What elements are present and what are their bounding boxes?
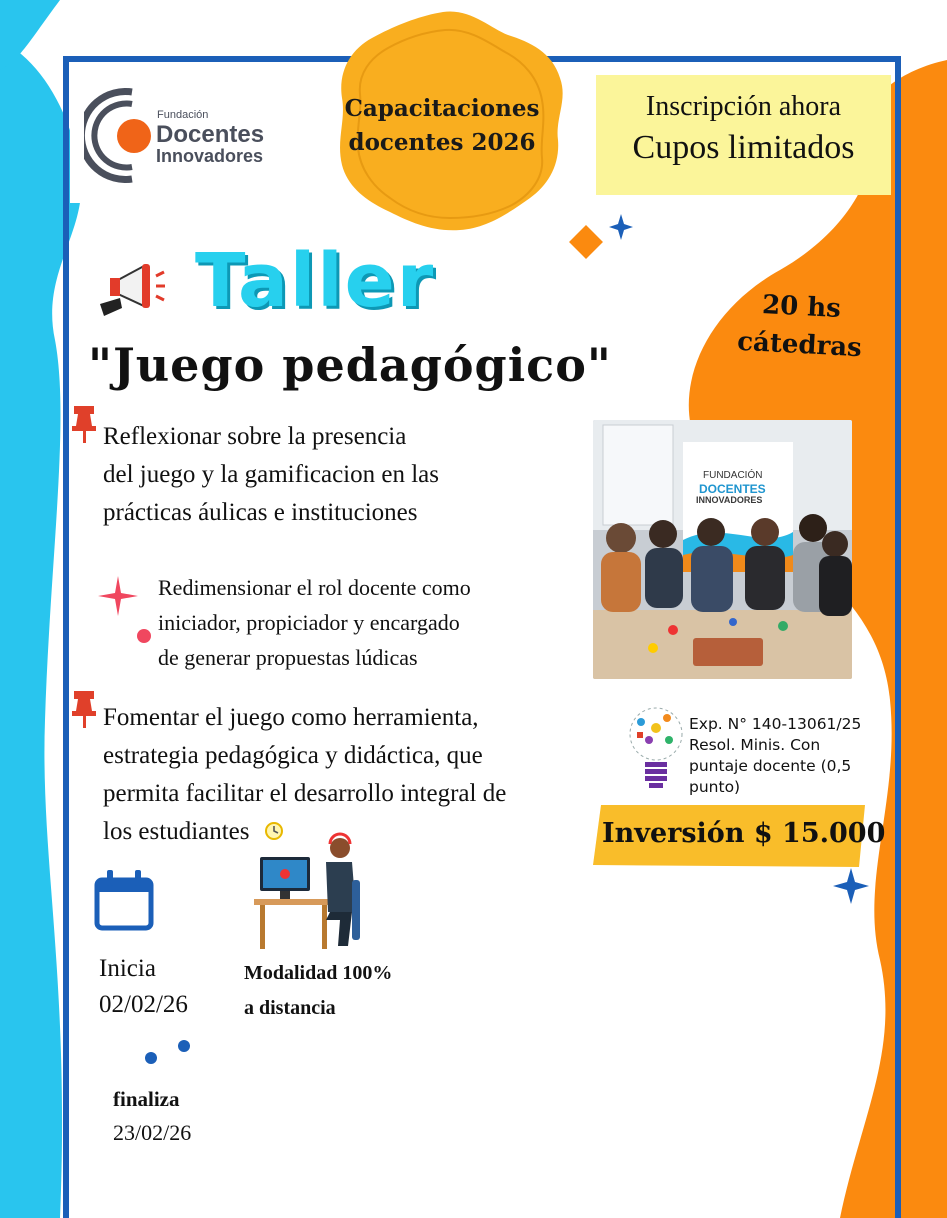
resolution-line1: Exp. N° 140-13061/25 — [689, 715, 862, 733]
cyan-wave-shape — [0, 40, 81, 1218]
badge-line2: docentes 2026 — [348, 129, 536, 156]
pushpin-icon — [70, 689, 100, 729]
inscripcion-box — [596, 75, 891, 195]
sparkle-icon — [609, 214, 633, 240]
dot — [145, 1052, 157, 1064]
resolution — [689, 714, 861, 798]
modality — [244, 956, 392, 1026]
objective-1-line2: del juego y la gamificacion en las — [103, 461, 439, 488]
resolution-line3: puntaje docente (0,5 — [689, 757, 852, 775]
logo-line1: Docentes — [156, 121, 265, 148]
end-label: finaliza — [113, 1087, 180, 1111]
pushpin-icon — [70, 404, 100, 444]
objective-1-line1: Reflexionar sobre la presencia — [103, 423, 407, 450]
photo-banner-line1: DOCENTES — [699, 482, 766, 496]
inscripcion-line2: Cupos limitados — [632, 129, 855, 166]
objective-2 — [158, 570, 471, 675]
end-date — [113, 1082, 191, 1150]
hours-line2: cátedras — [736, 326, 863, 364]
start-value: 02/02/26 — [99, 991, 188, 1018]
remote-worker-icon — [252, 832, 367, 952]
resolution-line4: punto) — [689, 778, 741, 796]
lightbulb-icon — [627, 704, 685, 794]
photo-banner-line2: INNOVADORES — [696, 495, 763, 505]
start-date — [99, 951, 188, 1023]
start-label: Inicia — [99, 955, 156, 982]
objective-1-line3: prácticas áulicas e instituciones — [103, 499, 418, 526]
badge — [342, 92, 542, 160]
photo-banner-small: FUNDACIÓN — [703, 470, 763, 481]
megaphone-icon — [98, 258, 166, 322]
diamond-shape — [569, 225, 603, 259]
inversion-price: Inversión $ 15.000 — [602, 818, 886, 849]
workshop-name: "Juego pedagógico" — [88, 338, 612, 392]
dot — [178, 1040, 190, 1052]
badge-line1: Capacitaciones — [344, 95, 540, 122]
objective-2-line2: iniciador, propiciador y encargado — [158, 610, 460, 635]
objective-3-line1: Fomentar el juego como herramienta, — [103, 704, 479, 731]
end-value: 23/02/26 — [113, 1120, 192, 1145]
objective-2-line1: Redimensionar el rol docente como — [158, 575, 471, 600]
sparkle-icon — [833, 868, 869, 904]
logo-small-text: Fundación — [157, 109, 209, 121]
workshop-photo — [593, 420, 852, 679]
hours-line1: 20 hs — [761, 289, 842, 325]
objective-1 — [103, 418, 439, 532]
hours — [726, 284, 875, 367]
inscripcion-line1: Inscripción ahora — [645, 91, 842, 122]
taller-title: Taller — [195, 238, 436, 324]
pink-sparkle-icon — [96, 574, 140, 618]
objective-3-line3: permita facilitar el desarrollo integral de — [103, 780, 507, 807]
objective-3 — [103, 699, 506, 851]
modality-line2: a distancia — [244, 997, 336, 1019]
logo-mark-icon — [84, 88, 158, 183]
pink-dot-icon — [136, 628, 152, 644]
logo-line2: Innovadores — [156, 146, 264, 166]
calendar-icon — [97, 870, 151, 928]
photo-illustration — [593, 420, 852, 679]
objective-2-line3: de generar propuestas lúdicas — [158, 645, 418, 670]
objective-3-line4: los estudiantes — [103, 818, 250, 845]
objective-3-line2: estrategia pedagógica y didáctica, que — [103, 742, 483, 769]
resolution-line2: Resol. Minis. Con — [689, 736, 821, 754]
modality-line1: Modalidad 100% — [244, 962, 393, 984]
logo — [84, 88, 294, 183]
